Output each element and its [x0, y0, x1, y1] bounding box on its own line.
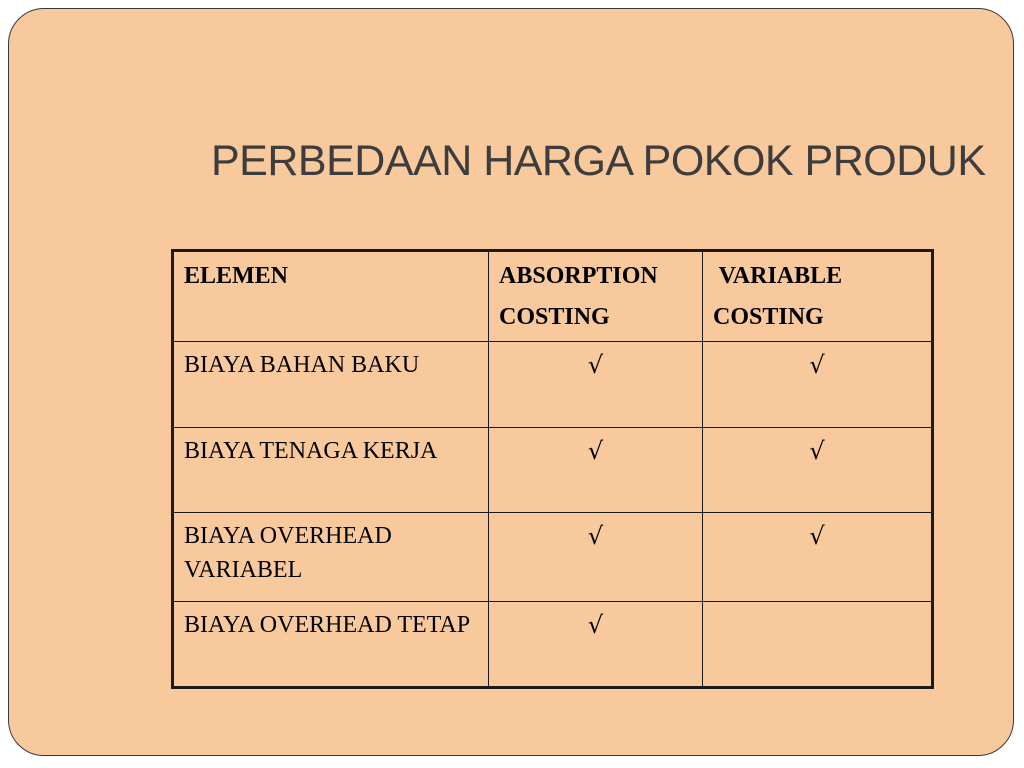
header-absorption-costing — [489, 251, 703, 342]
header-elemen — [173, 251, 489, 342]
header-variable-costing — [703, 251, 933, 342]
table-row — [173, 602, 933, 688]
header-absorption-line2: COSTING — [499, 304, 610, 330]
absorption-check-mark: √ — [489, 513, 703, 602]
table-row — [173, 513, 933, 602]
absorption-check-mark: √ — [489, 342, 703, 428]
variable-check-mark: √ — [703, 428, 933, 513]
slide-title: PERBEDAAN HARGA POKOK PRODUK — [211, 137, 986, 185]
variable-check-mark — [703, 602, 933, 688]
variable-check-mark: √ — [703, 342, 933, 428]
comparison-table — [171, 249, 934, 689]
row-element-label: BIAYA TENAGA KERJA — [173, 428, 489, 513]
row-element-label: BIAYA BAHAN BAKU — [173, 342, 489, 428]
table-row — [173, 428, 933, 513]
table-header-row — [173, 251, 933, 342]
slide — [8, 8, 1014, 756]
header-elemen-label: ELEMEN — [184, 263, 289, 289]
variable-check-mark: √ — [703, 513, 933, 602]
header-variable-line2: COSTING — [713, 304, 824, 330]
header-variable-line1: VARIABLE — [713, 263, 843, 289]
header-absorption-line1: ABSORPTION — [499, 263, 658, 289]
table-row — [173, 342, 933, 428]
row-element-label: BIAYA OVERHEAD TETAP — [173, 602, 489, 688]
row-element-label: BIAYA OVERHEAD VARIABEL — [173, 513, 489, 602]
absorption-check-mark: √ — [489, 428, 703, 513]
absorption-check-mark: √ — [489, 602, 703, 688]
